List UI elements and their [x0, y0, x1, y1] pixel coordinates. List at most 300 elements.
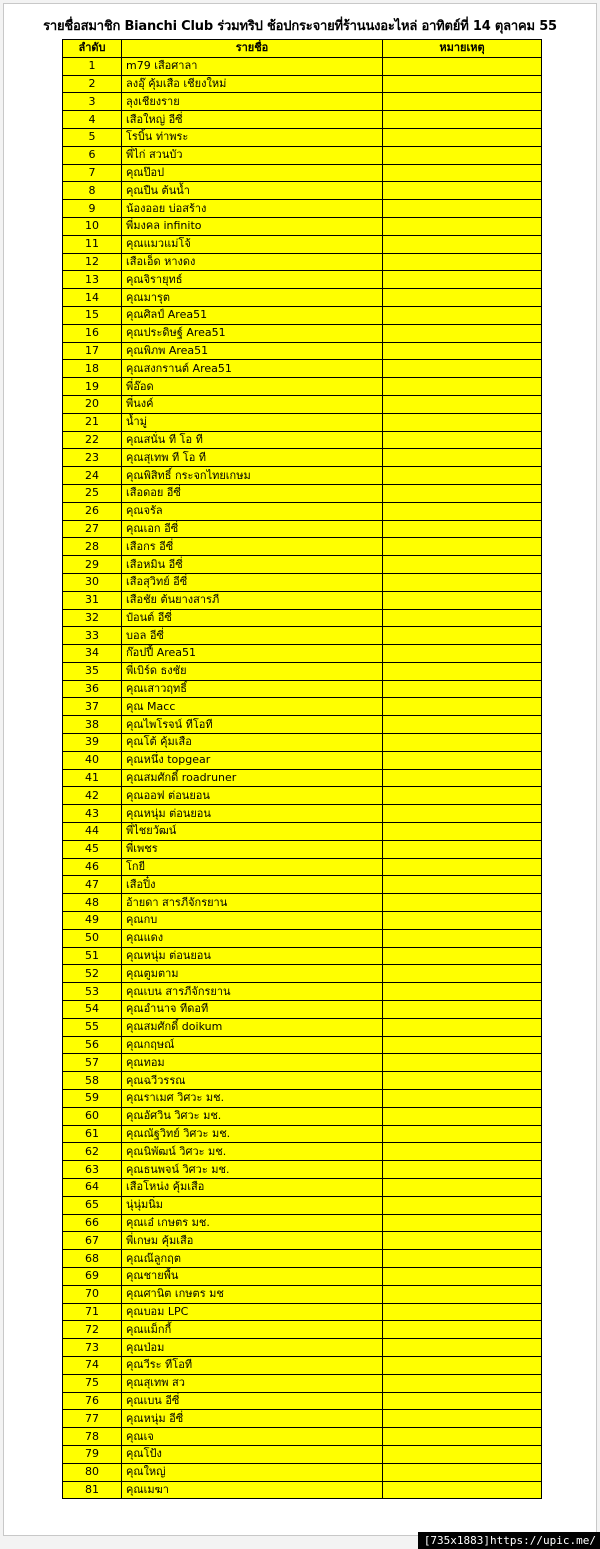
table-row	[63, 253, 542, 271]
table-row	[63, 271, 542, 289]
member-name-cell: คุณใหญ่	[122, 1463, 383, 1481]
note-cell	[383, 698, 542, 716]
table-row	[63, 484, 542, 502]
note-cell	[383, 1214, 542, 1232]
member-name-cell: คุณณัฐวิทย์ วิศวะ มช.	[122, 1125, 383, 1143]
member-name-cell: เสือโหน่ง คุ้มเสือ	[122, 1179, 383, 1197]
row-number-cell: 24	[63, 467, 122, 485]
table-row	[63, 111, 542, 129]
table-row	[63, 894, 542, 912]
member-name-cell: คุณเอ๋ เกษตร มช.	[122, 1214, 383, 1232]
note-cell	[383, 75, 542, 93]
row-number-cell: 38	[63, 716, 122, 734]
table-row	[63, 1179, 542, 1197]
table-row	[63, 840, 542, 858]
member-name-cell: คุณธนพจน์ วิศวะ มช.	[122, 1161, 383, 1179]
note-cell	[383, 556, 542, 574]
note-cell	[383, 146, 542, 164]
member-name-cell: พี่เพชร	[122, 840, 383, 858]
row-number-cell: 34	[63, 645, 122, 663]
row-number-cell: 37	[63, 698, 122, 716]
member-name-cell: คุณราเมศ วิศวะ มช.	[122, 1090, 383, 1108]
row-number-cell: 81	[63, 1481, 122, 1499]
note-cell	[383, 787, 542, 805]
row-number-cell: 55	[63, 1018, 122, 1036]
member-name-cell: คุณเสาวฤทธิ์	[122, 680, 383, 698]
member-name-cell: คุณสมศักดิ์ doikum	[122, 1018, 383, 1036]
member-name-cell: นุ่นุ่มนิ่ม	[122, 1196, 383, 1214]
row-number-cell: 33	[63, 627, 122, 645]
row-number-cell: 16	[63, 324, 122, 342]
member-name-cell: เสือกร อีซี่	[122, 538, 383, 556]
table-row	[63, 1392, 542, 1410]
member-name-cell: คุณตูมตาม	[122, 965, 383, 983]
row-number-cell: 7	[63, 164, 122, 182]
table-row	[63, 1285, 542, 1303]
member-name-cell: เสือชัย ต้นยางสารภี	[122, 591, 383, 609]
note-cell	[383, 876, 542, 894]
member-name-cell: ลุงเชียงราย	[122, 93, 383, 111]
table-row	[63, 306, 542, 324]
row-number-cell: 70	[63, 1285, 122, 1303]
note-cell	[383, 1179, 542, 1197]
note-cell	[383, 306, 542, 324]
table-row	[63, 627, 542, 645]
row-number-cell: 80	[63, 1463, 122, 1481]
row-number-cell: 45	[63, 840, 122, 858]
member-name-cell: คุณไพโรจน์ ทีโอที	[122, 716, 383, 734]
table-row	[63, 1036, 542, 1054]
member-name-cell: คุณโต้ คุ้มเสือ	[122, 734, 383, 752]
note-cell	[383, 200, 542, 218]
note-cell	[383, 609, 542, 627]
note-cell	[383, 734, 542, 752]
table-row	[63, 1143, 542, 1161]
row-number-cell: 11	[63, 235, 122, 253]
member-name-cell: ลงอุ๊ คุ้มเสือ เชียงใหม่	[122, 75, 383, 93]
note-cell	[383, 164, 542, 182]
note-cell	[383, 983, 542, 1001]
table-row	[63, 1214, 542, 1232]
note-cell	[383, 662, 542, 680]
table-row	[63, 467, 542, 485]
row-number-cell: 2	[63, 75, 122, 93]
table-row	[63, 324, 542, 342]
row-number-cell: 29	[63, 556, 122, 574]
member-name-cell: คุณเบน สารภีจักรยาน	[122, 983, 383, 1001]
row-number-cell: 10	[63, 217, 122, 235]
note-cell	[383, 947, 542, 965]
table-row	[63, 1356, 542, 1374]
member-name-cell: คุณวีระ ทีโอที	[122, 1356, 383, 1374]
note-cell	[383, 1374, 542, 1392]
note-cell	[383, 1232, 542, 1250]
row-number-cell: 56	[63, 1036, 122, 1054]
note-cell	[383, 1392, 542, 1410]
row-number-cell: 31	[63, 591, 122, 609]
note-cell	[383, 1285, 542, 1303]
member-name-cell: พี่อ๊อด	[122, 378, 383, 396]
note-cell	[383, 1428, 542, 1446]
note-cell	[383, 573, 542, 591]
note-cell	[383, 271, 542, 289]
row-number-cell: 15	[63, 306, 122, 324]
member-name-cell: เสือหมิน อีซี่	[122, 556, 383, 574]
member-name-cell: คุณเมฆา	[122, 1481, 383, 1499]
member-name-cell: พี่มงคล infinito	[122, 217, 383, 235]
table-row	[63, 591, 542, 609]
member-name-cell: เสือใหญ่ อีซี่	[122, 111, 383, 129]
table-row	[63, 235, 542, 253]
note-cell	[383, 502, 542, 520]
sheet-title: รายชื่อสมาชิก Bianchi Club ร่วมทริป ช้อปกระจายที่ร้านนงอะไหล่ อาทิตย์ที่ 14 ตุลาคม 55	[43, 19, 557, 34]
header-row	[63, 40, 542, 58]
member-name-cell: คุณสุเทพ สว	[122, 1374, 383, 1392]
note-cell	[383, 805, 542, 823]
member-name-cell: คุณมารุต	[122, 289, 383, 307]
note-cell	[383, 929, 542, 947]
member-name-cell: คุณจรัล	[122, 502, 383, 520]
row-number-cell: 32	[63, 609, 122, 627]
note-cell	[383, 1090, 542, 1108]
row-number-cell: 20	[63, 395, 122, 413]
member-name-cell: คุณปืน ต้นน้ำ	[122, 182, 383, 200]
table-row	[63, 983, 542, 1001]
row-number-cell: 68	[63, 1250, 122, 1268]
row-number-cell: 61	[63, 1125, 122, 1143]
member-name-cell: คุณนิพัฒน์ วิศวะ มช.	[122, 1143, 383, 1161]
note-cell	[383, 1072, 542, 1090]
table-row	[63, 680, 542, 698]
note-cell	[383, 769, 542, 787]
table-row	[63, 395, 542, 413]
row-number-cell: 78	[63, 1428, 122, 1446]
table-row	[63, 1161, 542, 1179]
table-row	[63, 1481, 542, 1499]
table-row	[63, 929, 542, 947]
table-row	[63, 538, 542, 556]
member-name-cell: คุณป๊อป	[122, 164, 383, 182]
row-number-cell: 1	[63, 57, 122, 75]
table-row	[63, 1374, 542, 1392]
member-name-cell: เสือปิ๋ง	[122, 876, 383, 894]
row-number-cell: 62	[63, 1143, 122, 1161]
row-number-cell: 13	[63, 271, 122, 289]
row-number-cell: 6	[63, 146, 122, 164]
member-name-cell: โรบิ้น ท่าพระ	[122, 128, 383, 146]
header-note: หมายเหตุ	[383, 40, 542, 58]
member-name-cell: คุณแดง	[122, 929, 383, 947]
table-row	[63, 164, 542, 182]
member-name-cell: คุณกบ	[122, 912, 383, 930]
row-number-cell: 72	[63, 1321, 122, 1339]
row-number-cell: 3	[63, 93, 122, 111]
member-name-cell: คุณเบน อีซี่	[122, 1392, 383, 1410]
row-number-cell: 52	[63, 965, 122, 983]
table-row	[63, 556, 542, 574]
row-number-cell: 65	[63, 1196, 122, 1214]
member-name-cell: อ้ายดา สารภีจักรยาน	[122, 894, 383, 912]
table-row	[63, 1339, 542, 1357]
note-cell	[383, 93, 542, 111]
row-number-cell: 19	[63, 378, 122, 396]
member-name-cell: คุณศานิต เกษตร มช	[122, 1285, 383, 1303]
member-name-cell: เสือสุวิทย์ อีซี่	[122, 573, 383, 591]
row-number-cell: 76	[63, 1392, 122, 1410]
note-cell	[383, 1143, 542, 1161]
row-number-cell: 25	[63, 484, 122, 502]
member-name-cell: คุณแมวแม่โจ้	[122, 235, 383, 253]
note-cell	[383, 111, 542, 129]
row-number-cell: 48	[63, 894, 122, 912]
note-cell	[383, 1250, 542, 1268]
table-row	[63, 1072, 542, 1090]
note-cell	[383, 467, 542, 485]
note-cell	[383, 591, 542, 609]
row-number-cell: 14	[63, 289, 122, 307]
note-cell	[383, 894, 542, 912]
note-cell	[383, 378, 542, 396]
row-number-cell: 35	[63, 662, 122, 680]
note-cell	[383, 484, 542, 502]
row-number-cell: 71	[63, 1303, 122, 1321]
note-cell	[383, 680, 542, 698]
note-cell	[383, 413, 542, 431]
table-row	[63, 217, 542, 235]
member-name-cell: คุณพิสิทธิ์ กระจกไทยเกษม	[122, 467, 383, 485]
row-number-cell: 30	[63, 573, 122, 591]
member-name-cell: คุณหนุ่ม อีซี่	[122, 1410, 383, 1428]
member-name-cell: คุณอำนาจ ทีดอที	[122, 1001, 383, 1019]
note-cell	[383, 1054, 542, 1072]
table-row	[63, 342, 542, 360]
member-name-cell: คุณโป้ง	[122, 1445, 383, 1463]
table-row	[63, 182, 542, 200]
member-name-cell: คุณพิภพ Area51	[122, 342, 383, 360]
member-name-cell: คุณจิรายุทธ์	[122, 271, 383, 289]
row-number-cell: 21	[63, 413, 122, 431]
row-number-cell: 9	[63, 200, 122, 218]
table-row	[63, 289, 542, 307]
note-cell	[383, 289, 542, 307]
table-row	[63, 698, 542, 716]
row-number-cell: 69	[63, 1267, 122, 1285]
table-row	[63, 769, 542, 787]
note-cell	[383, 520, 542, 538]
row-number-cell: 79	[63, 1445, 122, 1463]
row-number-cell: 50	[63, 929, 122, 947]
member-name-cell: บอล อีซี่	[122, 627, 383, 645]
member-name-cell: คุณหนึ่ง topgear	[122, 751, 383, 769]
row-number-cell: 44	[63, 823, 122, 841]
note-cell	[383, 360, 542, 378]
note-cell	[383, 1107, 542, 1125]
row-number-cell: 39	[63, 734, 122, 752]
table-row	[63, 431, 542, 449]
member-name-cell: คุณสนั่น ที โอ ที	[122, 431, 383, 449]
member-name-cell: คุณชายพื้น	[122, 1267, 383, 1285]
table-row	[63, 1054, 542, 1072]
row-number-cell: 77	[63, 1410, 122, 1428]
member-name-cell: คุณสมศักดิ์ roadruner	[122, 769, 383, 787]
row-number-cell: 49	[63, 912, 122, 930]
row-number-cell: 27	[63, 520, 122, 538]
member-name-cell: โกยี	[122, 858, 383, 876]
note-cell	[383, 431, 542, 449]
row-number-cell: 67	[63, 1232, 122, 1250]
table-row	[63, 662, 542, 680]
table-row	[63, 413, 542, 431]
header-name: รายชื่อ	[122, 40, 383, 58]
member-name-cell: คุณออฟ ต่อนยอน	[122, 787, 383, 805]
row-number-cell: 75	[63, 1374, 122, 1392]
table-row	[63, 93, 542, 111]
note-cell	[383, 1303, 542, 1321]
note-cell	[383, 840, 542, 858]
table-row	[63, 1196, 542, 1214]
row-number-cell: 41	[63, 769, 122, 787]
member-name-cell: m79 เสือศาลา	[122, 57, 383, 75]
member-table	[62, 39, 542, 1499]
member-name-cell: เสือดอย อีซี่	[122, 484, 383, 502]
table-row	[63, 947, 542, 965]
note-cell	[383, 342, 542, 360]
table-row	[63, 1463, 542, 1481]
note-cell	[383, 751, 542, 769]
note-cell	[383, 449, 542, 467]
row-number-cell: 22	[63, 431, 122, 449]
table-row	[63, 823, 542, 841]
note-cell	[383, 823, 542, 841]
table-row	[63, 520, 542, 538]
row-number-cell: 64	[63, 1179, 122, 1197]
member-name-cell: พี่เกษม คุ้มเสือ	[122, 1232, 383, 1250]
member-name-cell: คุณป่อม	[122, 1339, 383, 1357]
note-cell	[383, 716, 542, 734]
row-number-cell: 26	[63, 502, 122, 520]
table-row	[63, 965, 542, 983]
table-row	[63, 146, 542, 164]
table-row	[63, 449, 542, 467]
member-name-cell: คุณทอม	[122, 1054, 383, 1072]
note-cell	[383, 217, 542, 235]
member-name-cell: พี่นงค์	[122, 395, 383, 413]
note-cell	[383, 182, 542, 200]
row-number-cell: 17	[63, 342, 122, 360]
row-number-cell: 40	[63, 751, 122, 769]
table-row	[63, 1303, 542, 1321]
row-number-cell: 12	[63, 253, 122, 271]
table-row	[63, 805, 542, 823]
row-number-cell: 4	[63, 111, 122, 129]
note-cell	[383, 1410, 542, 1428]
row-number-cell: 74	[63, 1356, 122, 1374]
note-cell	[383, 1018, 542, 1036]
member-name-cell: คุณสงกรานต์ Area51	[122, 360, 383, 378]
table-row	[63, 1410, 542, 1428]
member-name-cell: คุณหนุ่ม ต่อนยอน	[122, 805, 383, 823]
member-name-cell: คุณแม็กกี้	[122, 1321, 383, 1339]
note-cell	[383, 1001, 542, 1019]
row-number-cell: 73	[63, 1339, 122, 1357]
table-row	[63, 573, 542, 591]
row-number-cell: 5	[63, 128, 122, 146]
member-name-cell: น้องออย บ่อสร้าง	[122, 200, 383, 218]
row-number-cell: 58	[63, 1072, 122, 1090]
member-name-cell: คุณณ๊ลูกฤต	[122, 1250, 383, 1268]
table-row	[63, 378, 542, 396]
note-cell	[383, 1339, 542, 1357]
table-row	[63, 360, 542, 378]
member-name-cell: คุณเจ	[122, 1428, 383, 1446]
note-cell	[383, 1125, 542, 1143]
row-number-cell: 53	[63, 983, 122, 1001]
note-cell	[383, 1356, 542, 1374]
note-cell	[383, 1196, 542, 1214]
note-cell	[383, 627, 542, 645]
table-row	[63, 1232, 542, 1250]
note-cell	[383, 965, 542, 983]
watermark: [735x1883]https://upic.me/	[418, 1532, 600, 1549]
row-number-cell: 46	[63, 858, 122, 876]
member-name-cell: คุณประดิษฐ์ Area51	[122, 324, 383, 342]
row-number-cell: 36	[63, 680, 122, 698]
table-row	[63, 876, 542, 894]
member-name-cell: คุณเอก อีซี่	[122, 520, 383, 538]
note-cell	[383, 1321, 542, 1339]
table-row	[63, 751, 542, 769]
note-cell	[383, 538, 542, 556]
note-cell	[383, 1267, 542, 1285]
note-cell	[383, 1463, 542, 1481]
header-no: ลำดับ	[63, 40, 122, 58]
member-name-cell: คุณ Macc	[122, 698, 383, 716]
table-row	[63, 1090, 542, 1108]
member-name-cell: คุณหนุ่ม ต่อนยอน	[122, 947, 383, 965]
note-cell	[383, 324, 542, 342]
note-cell	[383, 1161, 542, 1179]
row-number-cell: 43	[63, 805, 122, 823]
table-row	[63, 645, 542, 663]
row-number-cell: 18	[63, 360, 122, 378]
note-cell	[383, 395, 542, 413]
table-row	[63, 609, 542, 627]
table-row	[63, 1125, 542, 1143]
table-row	[63, 128, 542, 146]
row-number-cell: 47	[63, 876, 122, 894]
table-row	[63, 57, 542, 75]
note-cell	[383, 645, 542, 663]
note-cell	[383, 253, 542, 271]
row-number-cell: 57	[63, 1054, 122, 1072]
table-row	[63, 1267, 542, 1285]
row-number-cell: 63	[63, 1161, 122, 1179]
member-name-cell: พี่ไชยวัฒน์	[122, 823, 383, 841]
table-row	[63, 1001, 542, 1019]
note-cell	[383, 858, 542, 876]
member-name-cell: ป๋อนต์ อีซี่	[122, 609, 383, 627]
note-cell	[383, 57, 542, 75]
note-cell	[383, 1445, 542, 1463]
row-number-cell: 51	[63, 947, 122, 965]
row-number-cell: 42	[63, 787, 122, 805]
note-cell	[383, 235, 542, 253]
member-name-cell: ก๊อปปี้ Area51	[122, 645, 383, 663]
member-name-cell: น้ำมู่	[122, 413, 383, 431]
table-row	[63, 75, 542, 93]
member-name-cell: พี่เบิร์ด ธงชัย	[122, 662, 383, 680]
table-row	[63, 1107, 542, 1125]
